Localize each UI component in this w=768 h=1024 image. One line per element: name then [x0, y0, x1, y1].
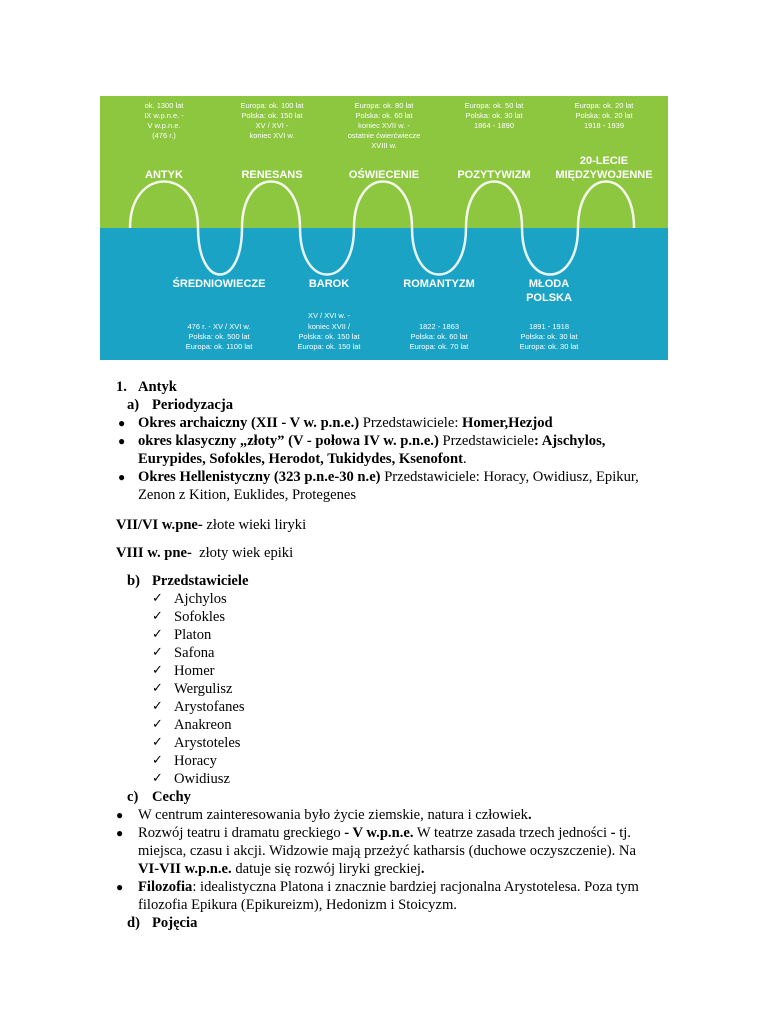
period-dates: Europa: ok. 1100 lat	[185, 342, 253, 351]
names: Homer,Hezjod	[462, 415, 553, 431]
check-icon: ✓	[152, 771, 163, 786]
period-dates: Europa: ok. 80 lat	[354, 101, 414, 110]
list-item: Safona	[174, 645, 215, 661]
text: złote wieki liryki	[202, 517, 307, 533]
bullet-icon: ●	[118, 416, 126, 430]
check-icon: ✓	[152, 681, 163, 696]
list-item: Arystoteles	[174, 735, 241, 751]
period-dates: 1891 - 1918	[528, 322, 570, 331]
label: VIII w. pne-	[116, 545, 192, 561]
period-dates: Polska: ok. 150 lat	[241, 111, 303, 120]
list-item	[138, 432, 605, 450]
list-item: Homer	[174, 663, 215, 679]
bullet-icon: ●	[118, 434, 126, 448]
period-name: RENESANS	[241, 169, 303, 181]
period-dates: Europa: ok. 30 lat	[519, 342, 579, 351]
subheading-letter: c)	[127, 789, 139, 805]
list-item: Anakreon	[174, 717, 232, 733]
period-name: MIĘDZYWOJENNE	[555, 169, 653, 181]
list-item-continuation	[138, 450, 467, 468]
subheading-pojecia: Pojęcia	[152, 915, 198, 931]
period-name: Okres Hellenistyczny (323 p.n.e-30 n.e)	[138, 469, 381, 485]
subheading-letter: d)	[127, 915, 140, 931]
check-icon: ✓	[152, 645, 163, 660]
period-dates: Polska: ok. 30 lat	[465, 111, 523, 120]
list-item: Wergulisz	[174, 681, 233, 697]
list-item: Ajchylos	[174, 591, 227, 607]
subheading-periodyzacja: Periodyzacja	[152, 397, 234, 413]
paragraph	[116, 516, 306, 534]
period-dates: 1864 - 1890	[473, 121, 515, 130]
names: Eurypides, Sofokles, Herodot, Tukidydes, Ksenofont	[138, 451, 463, 467]
bullet-icon: ●	[116, 826, 124, 840]
text: Przedstawiciele: Horacy, Owidiusz, Epikur,	[380, 469, 639, 485]
text: .	[420, 861, 425, 877]
period-dates: Europa: ok. 100 lat	[240, 101, 304, 110]
period-dates: XV / XVI -	[255, 121, 289, 130]
text: .	[527, 807, 532, 823]
subheading-letter: b)	[127, 573, 140, 589]
list-item: Arystofanes	[174, 699, 245, 715]
list-item-continuation: Zenon z Kition, Euklides, Protegenes	[138, 487, 357, 503]
period-dates: Polska: ok. 30 lat	[520, 332, 578, 341]
list-item: Horacy	[174, 753, 217, 769]
heading-antyk: Antyk	[138, 379, 177, 395]
period-dates: Polska: ok. 60 lat	[410, 332, 468, 341]
check-icon: ✓	[152, 591, 163, 606]
period-dates: Polska: ok. 150 lat	[298, 332, 360, 341]
timeline-bottom-band	[100, 228, 668, 360]
check-icon: ✓	[152, 699, 163, 714]
list-item: Sofokles	[174, 609, 226, 625]
check-icon: ✓	[152, 609, 163, 624]
period-name: OŚWIECENIE	[348, 169, 420, 181]
period-dates: Europa: ok. 50 lat	[464, 101, 524, 110]
check-icon: ✓	[152, 753, 163, 768]
list-item	[138, 414, 553, 432]
date: VI-VII w.p.n.e.	[138, 861, 232, 877]
list-item	[138, 806, 532, 824]
text: Przedstawiciele:	[359, 415, 463, 431]
text: tj.	[615, 825, 631, 841]
text: W centrum zainteresowania było życie ziemskie, natura i człowiek	[138, 807, 528, 823]
period-dates: Polska: ok. 60 lat	[355, 111, 413, 120]
period-dates: 1918 - 1939	[583, 121, 625, 130]
period-dates: koniec XVII w. -	[358, 121, 410, 130]
period-dates: ostatnie ćwierćwiecze	[347, 131, 421, 140]
names: : Ajschylos,	[534, 433, 606, 449]
subheading-letter: a)	[127, 397, 140, 413]
period-name: MŁODA	[528, 278, 570, 290]
period-name: ROMANTYZM	[403, 278, 475, 290]
list-item	[138, 878, 639, 896]
check-icon: ✓	[152, 627, 163, 642]
period-dates: Europa: ok. 20 lat	[574, 101, 634, 110]
period-name: ANTYK	[145, 169, 183, 181]
period-name: 20-LECIE	[579, 155, 629, 167]
period-dates: XVIII w.	[371, 141, 397, 150]
period-dates: Polska: ok. 500 lat	[188, 332, 250, 341]
paragraph	[116, 544, 293, 562]
period-dates: koniec XVII /	[307, 322, 351, 331]
list-item-continuation: miejsca, czasu i akcji. Widzowie mają przeżyć katharsis (duchowe oczyszczenie). Na	[138, 843, 636, 859]
text: złoty wiek epiki	[191, 545, 294, 561]
text: : idealistyczna Platona i znacznie bardziej racjonalna Arystotelesa. Poza tym	[192, 879, 639, 895]
period-dates: V w.p.n.e.	[147, 121, 181, 130]
label: Filozofia	[138, 879, 193, 895]
text: -	[610, 825, 616, 841]
period-dates: koniec XVI w.	[249, 131, 295, 140]
subheading-przedstawiciele: Przedstawiciele	[152, 573, 249, 589]
period-name: POLSKA	[526, 292, 572, 304]
check-icon: ✓	[152, 735, 163, 750]
period-dates: Europa: ok. 70 lat	[409, 342, 469, 351]
text: Przedstawiciele	[438, 433, 535, 449]
label: VII/VI w.pne-	[116, 517, 203, 533]
bullet-icon: ●	[118, 470, 126, 484]
period-dates: 476 r. - XV / XVI w.	[187, 322, 251, 331]
list-item	[138, 468, 639, 486]
period-dates: XV / XVI w. -	[307, 311, 351, 320]
bullet-icon: ●	[116, 808, 124, 822]
literary-periods-timeline	[100, 96, 668, 360]
subheading-cechy: Cechy	[152, 789, 191, 805]
period-name: POZYTYWIZM	[457, 169, 531, 181]
text: datuje się rozwój liryki greckiej	[231, 861, 421, 877]
period-dates: Polska: ok. 20 lat	[575, 111, 633, 120]
heading-number: 1.	[116, 379, 127, 395]
check-icon: ✓	[152, 663, 163, 678]
period-name: okres klasyczny „złoty” (V - połowa IV w. p.n.e.)	[138, 433, 439, 449]
text: W teatrze zasada trzech jedności	[413, 825, 611, 841]
check-icon: ✓	[152, 717, 163, 732]
period-name: Okres archaiczny (XII - V w. p.n.e.)	[138, 415, 360, 431]
period-name: BAROK	[308, 278, 350, 290]
text: Rozwój teatru i dramatu greckiego	[138, 825, 345, 841]
list-item-continuation: filozofia Epikura (Epikureizm), Hedonizm i Stoicyzm.	[138, 897, 457, 913]
list-item-continuation	[138, 860, 425, 878]
period-dates: (476 r.)	[152, 131, 176, 140]
text: .	[462, 451, 467, 467]
bullet-icon: ●	[116, 880, 124, 894]
list-item: Platon	[174, 627, 212, 643]
period-dates: IX w.p.n.e. -	[144, 111, 184, 120]
period-dates: Europa: ok. 150 lat	[297, 342, 361, 351]
date: - V w.p.n.e.	[344, 825, 414, 841]
period-name: ŚREDNIOWIECZE	[172, 278, 266, 290]
list-item	[138, 824, 631, 842]
list-item: Owidiusz	[174, 771, 230, 787]
period-dates: ok. 1300 lat	[144, 101, 184, 110]
period-dates: 1822 - 1863	[418, 322, 460, 331]
